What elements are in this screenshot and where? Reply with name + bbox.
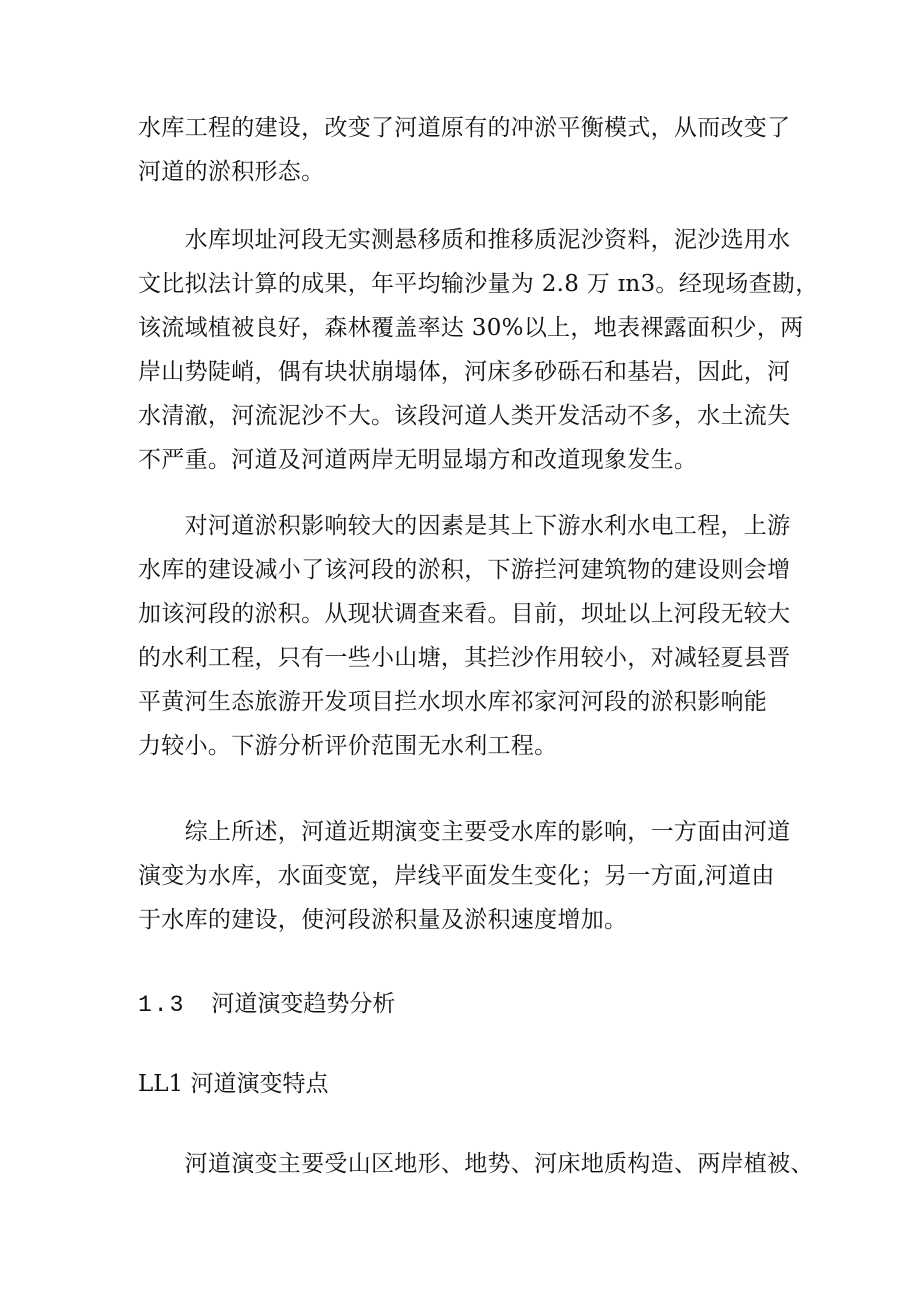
paragraph-line: 河道的淤积形态。 — [138, 159, 325, 185]
section-heading-1-3 — [138, 982, 395, 1027]
paragraph-line: 该流域植被良好，森林覆盖率达 30%以上，地表裸露面积少，两 — [138, 315, 804, 341]
paragraph-2 — [138, 218, 819, 482]
paragraph-line: 水库的建设减小了该河段的淤积，下游拦河建筑物的建设则会增 — [138, 557, 791, 583]
paragraph-line: 河道演变主要受山区地形、地势、河床地质构造、两岸植被、 — [138, 1151, 814, 1177]
paragraph-line: 演变为水库，水面变宽，岸线平面发生变化；另一方面,河道由 — [138, 863, 775, 889]
paragraph-line: 文比拟法计算的成果，年平均输沙量为 2.8 万 ɪn3。经现场查勘， — [138, 271, 819, 297]
section-number: 1.3 — [138, 992, 186, 1018]
paragraph-line: 对河道淤积影响较大的因素是其上下游水利水电工程，上游 — [138, 513, 791, 539]
paragraph-line: 力较小。下游分析评价范围无水利工程。 — [138, 733, 558, 759]
paragraph-line: 水清澈，河流泥沙不大。该段河道人类开发活动不多，水土流失 — [138, 403, 791, 429]
paragraph-line: 于水库的建设，使河段淤积量及淤积速度增加。 — [138, 907, 628, 933]
paragraph-line: 加该河段的淤积。从现状调查来看。目前，坝址以上河段无较大 — [138, 601, 791, 627]
subsection-title: LL1 河道演变特点 — [138, 1071, 329, 1097]
paragraph-line: 水库坝址河段无实测悬移质和推移质泥沙资料，泥沙选用水 — [138, 227, 791, 253]
paragraph-4 — [138, 810, 798, 942]
paragraph-line: 综上所述，河道近期演变主要受水库的影响，一方面由河道 — [138, 819, 791, 845]
paragraph-1 — [138, 106, 798, 194]
paragraph-line: 岸山势陡峭，偶有块状崩塌体，河床多砂砾石和基岩，因此，河 — [138, 359, 791, 385]
paragraph-3 — [138, 504, 798, 768]
paragraph-line: 平黄河生态旅游开发项目拦水坝水库祁家河河段的淤积影响能 — [138, 689, 768, 715]
paragraph-5 — [138, 1142, 814, 1186]
paragraph-line: 的水利工程，只有一些小山塘，其拦沙作用较小，对减轻夏县晋 — [138, 645, 791, 671]
paragraph-line: 不严重。河道及河道两岸无明显塌方和改道现象发生。 — [138, 447, 698, 473]
section-title: 河道演变趋势分析 — [211, 991, 396, 1017]
paragraph-line: 水库工程的建设，改变了河道原有的冲淤平衡模式，从而改变了 — [138, 115, 791, 141]
subsection-heading — [138, 1062, 329, 1106]
